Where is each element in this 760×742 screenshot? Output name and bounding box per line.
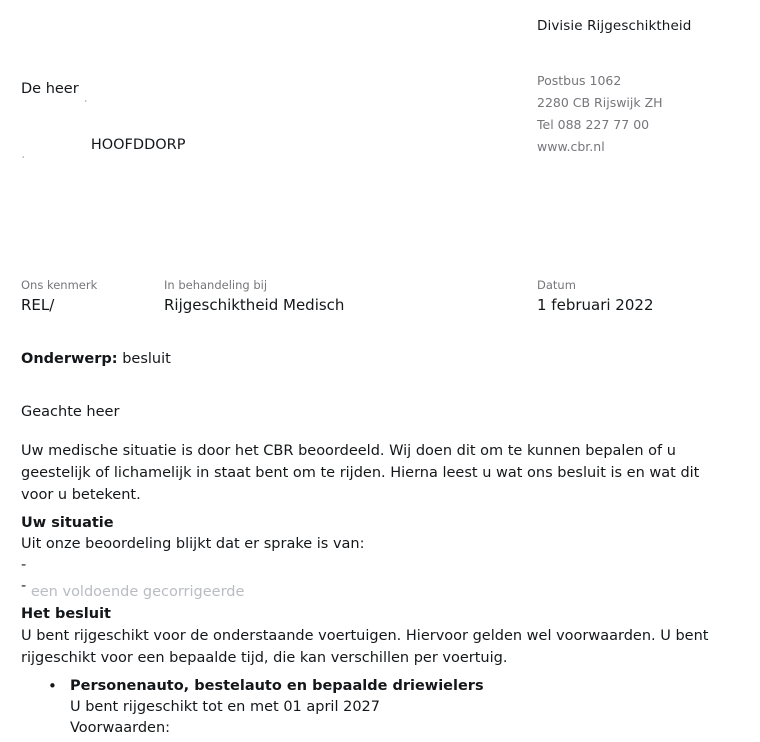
meta-date-value: 1 februari 2022 bbox=[537, 296, 654, 314]
vehicle-list bbox=[42, 676, 760, 739]
addressee-city-line bbox=[21, 136, 351, 166]
situatie-item-dash: - bbox=[21, 578, 27, 594]
situatie-list-item bbox=[21, 555, 721, 576]
subject-line bbox=[21, 349, 171, 369]
meta-reference-label: Ons kenmerk bbox=[21, 278, 98, 292]
meta-reference-prefix: REL/ bbox=[21, 296, 55, 314]
vehicle-list-item bbox=[70, 676, 760, 739]
sender-phone: Tel 088 227 77 00 bbox=[537, 116, 650, 132]
situatie-lead: Uit onze beoordeling blijkt dat er sprake is van: bbox=[21, 536, 365, 552]
sender-division: Divisie Rijgeschiktheid bbox=[537, 18, 692, 34]
meta-handler bbox=[164, 278, 344, 316]
addressee-block bbox=[21, 80, 351, 166]
situatie-item-dash: - bbox=[21, 557, 27, 573]
addressee-city: HOOFDDORP bbox=[90, 137, 186, 153]
addressee-name-redacted: · bbox=[83, 94, 88, 110]
addressee-postcode-redacted: · bbox=[21, 150, 26, 166]
besluit-heading: Het besluit bbox=[21, 606, 111, 622]
sender-website: www.cbr.nl bbox=[537, 138, 605, 154]
meta-reference bbox=[21, 278, 97, 316]
letter-meta-row bbox=[21, 278, 721, 322]
besluit-text: U bent rijgeschikt voor de onderstaande voertuigen. Hiervoor gelden wel voorwaarden. U bent rijgeschikt voor een bepaalde tijd, die kan verschillen per voertuig. bbox=[21, 628, 709, 666]
salutation-line bbox=[21, 402, 124, 422]
addressee-name-line bbox=[21, 80, 351, 110]
meta-reference-value bbox=[21, 295, 97, 316]
section-besluit bbox=[21, 604, 721, 669]
sender-address-line: Postbus 1062 bbox=[537, 72, 622, 88]
sender-address-lines bbox=[537, 70, 737, 158]
situatie-item-redacted: een voldoende gecorrigeerde bbox=[30, 584, 245, 600]
intro-paragraph: Uw medische situatie is door het CBR beoordeeld. Wij doen dit om te kunnen bepalen of u geestelijk of lichamelijk in staat bent om te rijden. Hierna leest u wat ons besluit is en wat dit voor u betekent. bbox=[21, 443, 700, 503]
section-situatie bbox=[21, 513, 721, 600]
meta-date bbox=[537, 278, 653, 316]
meta-handler-label: In behandeling bij bbox=[164, 278, 268, 292]
situatie-list-item bbox=[21, 576, 721, 600]
situatie-heading: Uw situatie bbox=[21, 515, 114, 531]
situatie-list bbox=[21, 555, 721, 600]
sender-block bbox=[537, 18, 737, 158]
vehicle-title: • Personenauto, bestelauto en bepaalde driewielers bbox=[70, 678, 484, 694]
vehicle-conditions-label: Voorwaarden: bbox=[70, 720, 171, 736]
meta-handler-value: Rijgeschiktheid Medisch bbox=[164, 296, 345, 314]
subject-label: Onderwerp: bbox=[21, 351, 118, 367]
addressee-salutation-prefix: De heer bbox=[21, 81, 79, 97]
sender-address-line: 2280 CB Rijswijk ZH bbox=[537, 94, 663, 110]
addressee-street-line bbox=[21, 99, 351, 118]
vehicle-validity: U bent rijgeschikt tot en met 01 april 2027 bbox=[70, 699, 381, 715]
meta-date-label: Datum bbox=[537, 278, 576, 292]
salutation-text: Geachte heer bbox=[21, 404, 120, 420]
subject-value: besluit bbox=[122, 351, 171, 367]
